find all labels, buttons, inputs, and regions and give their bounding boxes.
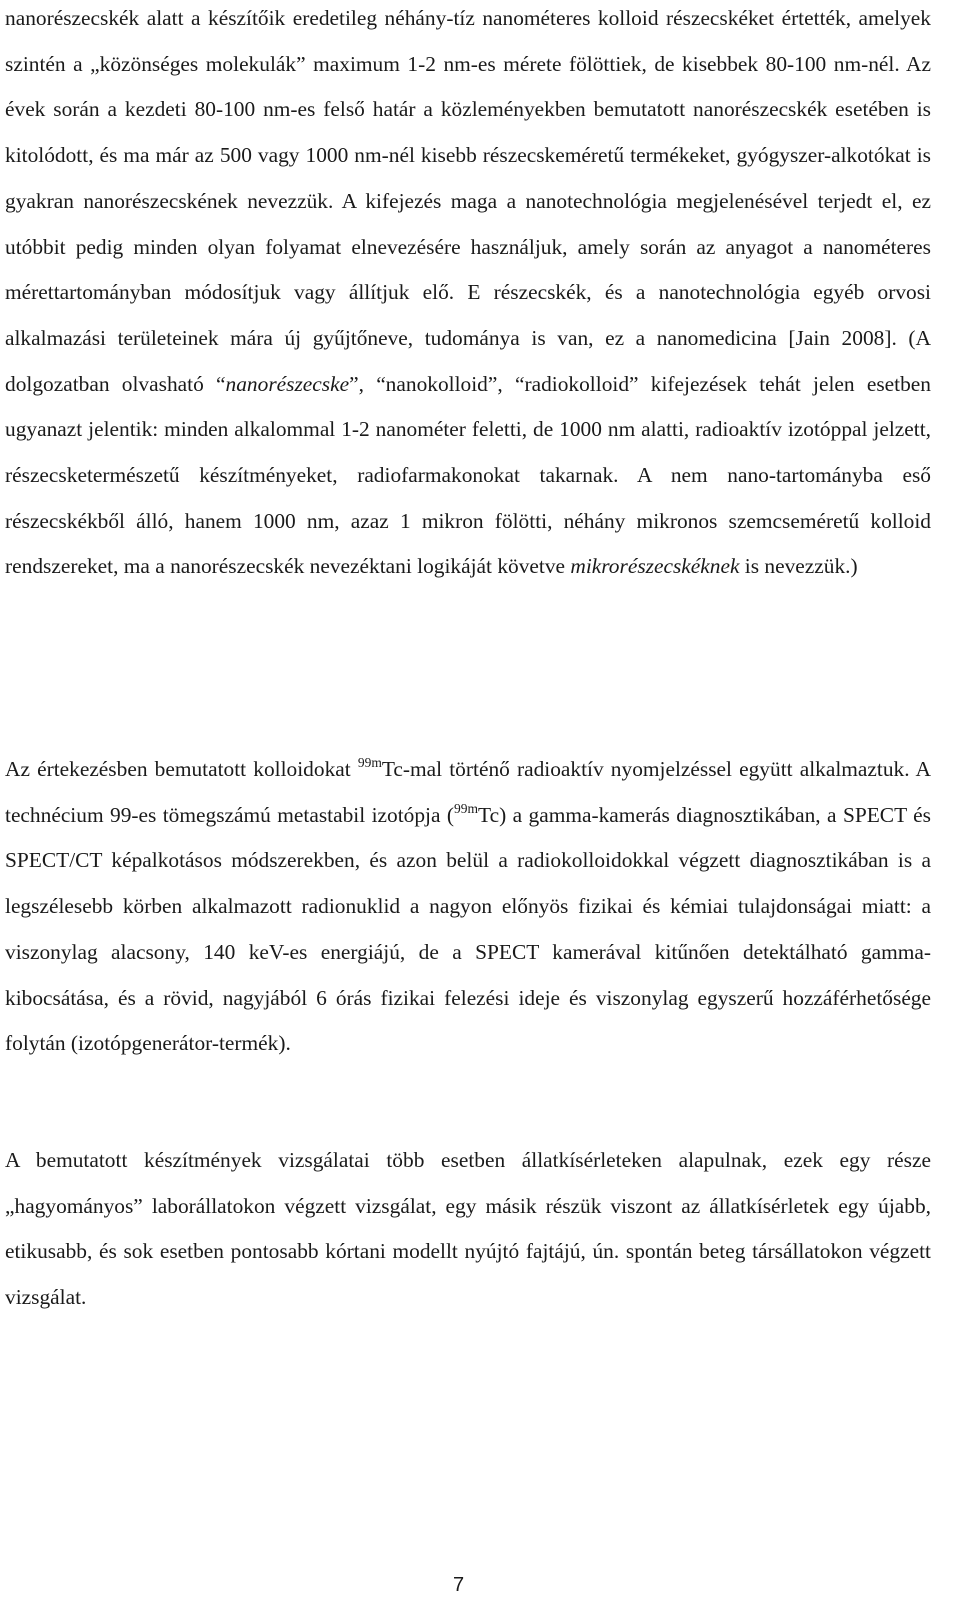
paragraph-2-text-c: Tc) a gamma-kamerás diagnosztikában, a SPECT és SPECT/CT képalkotásos módszerekben, és azon belül a radiokolloidokkal végzett diagnosztikában is a legszélesebb körben alkalmazott radionuklid a nagyon előnyös fizikai és kémiai tulajdonságai miatt: a viszonylag alacsony, 140 keV-es energiájú, de a SPECT kamerával kitűnően detektálható gamma-kibocsátása, és a rövid, nagyjából 6 órás fizikai felezési ideje és viszonylag egyszerű hozzáférhetősége folytán (izotópgenerátor-termék). xyxy=(5,802,931,1056)
paragraph-1-text-c: is nevezzük.) xyxy=(739,554,858,579)
paragraph-3-text: A bemutatott készítmények vizsgálatai több esetben állatkísérleteken alapulnak, ezek egy része „hagyományos” laborállatokon végzett vizsgálat, egy másik részük viszont az állatkísérletek egy újabb, etikusabb, és sok esetben pontosabb kórtani modellt nyújtó fajtájú, ún. spontán beteg társállatokon végzett vizsgálat. xyxy=(5,1148,931,1310)
isotope-superscript-1: 99m xyxy=(357,755,382,770)
paragraph-1-text-a: nanorészecskék alatt a készítőik eredetileg néhány-tíz nanométeres kolloid részecskéket értették, amelyek szintén a „közönséges molekulák” maximum 1-2 nm-es mérete fölöttiek, de kisebbek 80-100 nm-nél. Az évek során a kezdeti 80-100 nm-es felső határ a közleményekben bemutatott nanorészecskék esetében is kitolódott, és ma már az 500 vagy 1000 nm-nél kisebb részecskeméretű termékeket, gyógyszer-alkotókat is gyakran nanorészecskének nevezzük. A kifejezés maga a nanotechnológia megjelenésével terjedt el, ez utóbbit pedig minden olyan folyamat elnevezésére használjuk, amely során az anyagot a nanométeres mérettartományban módosítjuk vagy állítjuk elő. E részecskék, és a nanotechnológia egyéb orvosi alkalmazási területeinek mára új gyűjtőneve, tudománya is van, ez a nanomedicina [Jain 2008]. (A dolgozatban olvasható “ xyxy=(5,6,931,396)
paragraph-1-text-b: ”, “nanokolloid”, “radiokolloid” kifejezések tehát jelen esetben ugyanazt jelentik: minden alkalommal 1-2 nanométer feletti, de 1000 nm alatti, radioaktív izotóppal jelzett, részecsketermészetű készítményeket, radiofarmakonokat takarnak. A nem nano-tartományba eső részecskékből álló, hanem 1000 nm, azaz 1 mikron fölötti, néhány mikronos szemcseméretű kolloid rendszereket, ma a nanorészecskék nevezéktani logikáját követve xyxy=(5,371,931,579)
paragraph-1 xyxy=(5,0,931,590)
paragraph-3 xyxy=(5,1138,931,1321)
term-nanoreszecske: nanorészecske xyxy=(225,371,350,396)
paragraph-2-text-b: Tc-mal történő radioaktív nyomjelzéssel együtt alkalmaztuk. A technécium 99-es tömegszámú metastabil izotópja ( xyxy=(5,757,931,827)
paragraph-2-text-a: Az értekezésben bemutatott kolloidokat xyxy=(5,757,358,781)
term-mikroreszecskeknek: mikrorészecskéknek xyxy=(570,554,740,579)
page-number: 7 xyxy=(453,1574,465,1596)
isotope-superscript-2: 99m xyxy=(454,800,479,816)
paragraph-2 xyxy=(5,747,931,1067)
